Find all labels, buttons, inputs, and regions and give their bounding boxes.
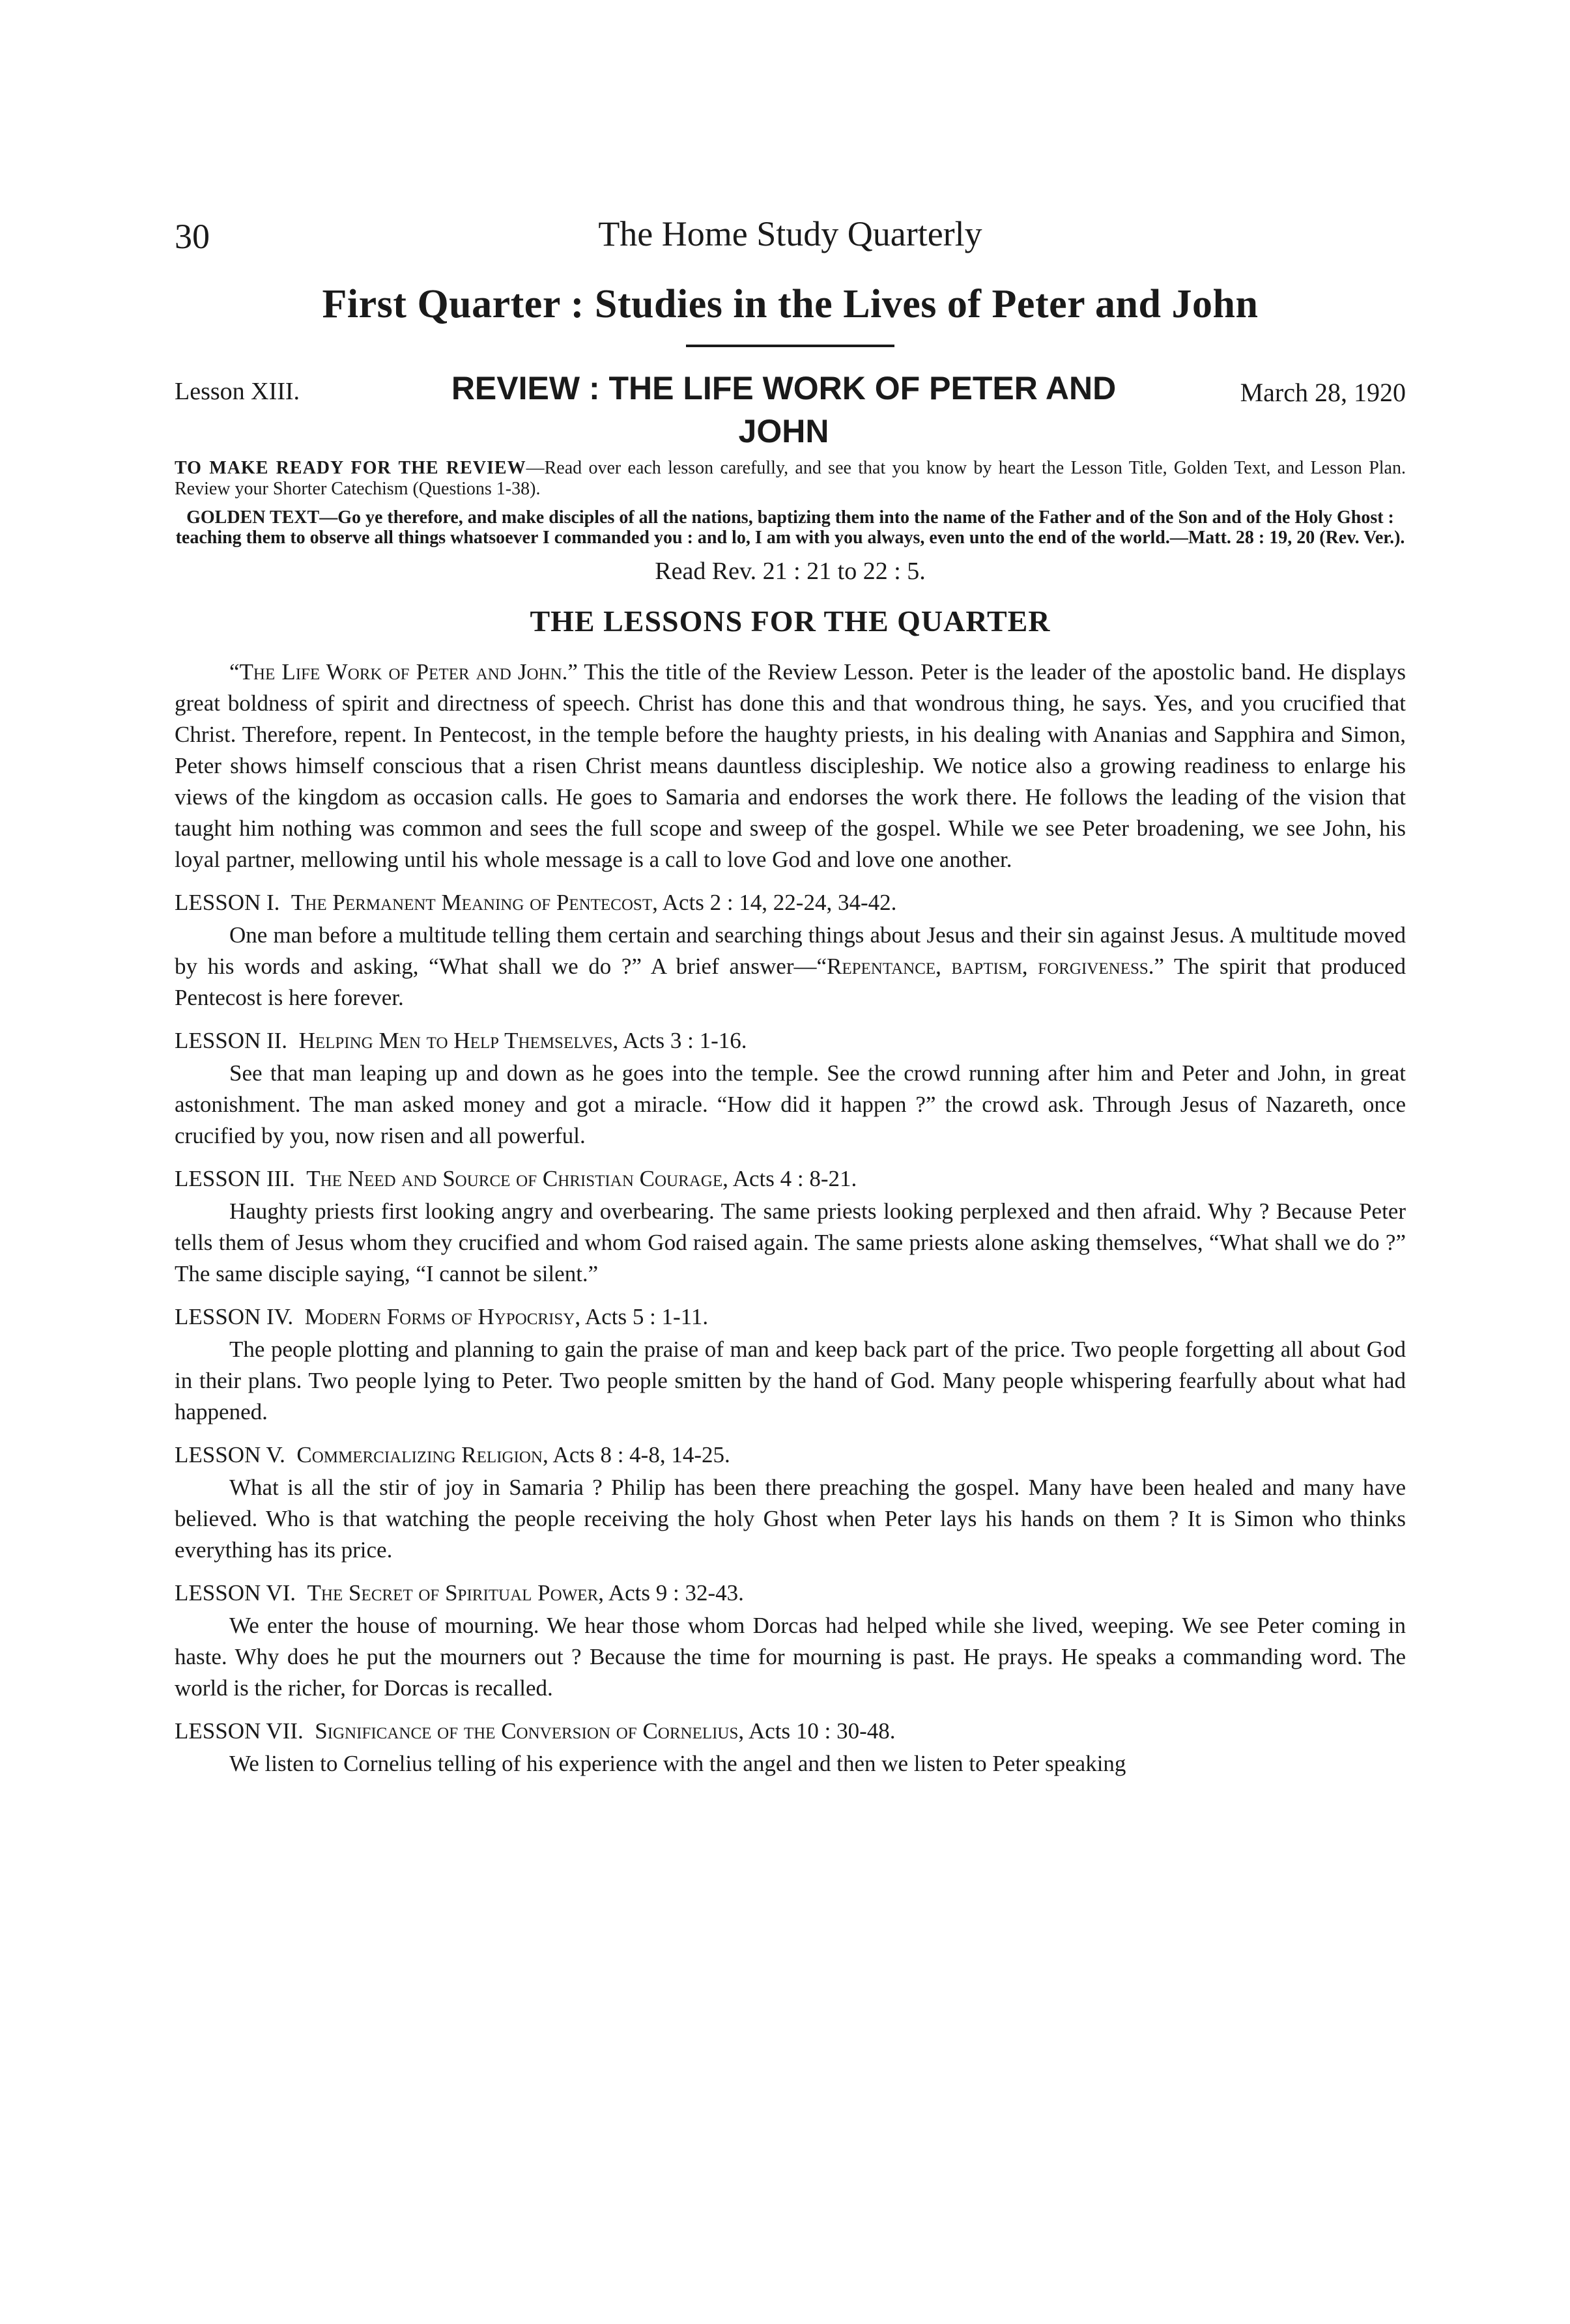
make-ready-label: TO MAKE READY FOR THE REVIEW bbox=[175, 458, 526, 478]
lesson-1-ref: Acts 2 : 14, 22-24, 34-42. bbox=[657, 890, 897, 915]
lesson-6-text: We enter the house of mourning. We hear those whom Dorcas had helped while she lived, weeping. We see Peter coming in haste. Why does he put the mourners out ? Because the time for mourning is past. He prays. He speaks a commanding word. The world is the richer, for Dorcas is recalled. bbox=[175, 1613, 1406, 1701]
lesson-7-text: We listen to Cornelius telling of his experience with the angel and then we listen to Peter speaking bbox=[229, 1751, 1126, 1776]
lesson-4-title: Modern Forms of Hypocrisy, bbox=[304, 1304, 581, 1329]
lesson-2-label: LESSON II. bbox=[175, 1028, 288, 1053]
title-rule bbox=[686, 345, 894, 347]
intro-title: “The Life Work of Peter and John.” bbox=[229, 659, 578, 685]
lesson-2-title: Helping Men to Help Themselves, bbox=[298, 1028, 619, 1053]
intro-paragraph bbox=[175, 657, 1406, 875]
lesson-2-ref: Acts 3 : 1-16. bbox=[618, 1028, 747, 1053]
lesson-4-label: LESSON IV. bbox=[175, 1304, 294, 1329]
lesson-5-label: LESSON V. bbox=[175, 1442, 285, 1467]
make-ready-text: —Read over each lesson carefully, and see that you know by heart the Lesson Title, Golden Text, and Lesson Plan. Review your Shorter Catechism (Questions 1-38). bbox=[175, 458, 1406, 499]
lesson-5-text: What is all the stir of joy in Samaria ? Philip has been there preaching the gospel. Many have been healed and many have believed. Who is that watching the people receiving the holy Ghost when Peter lays his hands on them ? It is Simon who thinks everything has its price. bbox=[175, 1475, 1406, 1563]
lesson-4-text: The people plotting and planning to gain the praise of man and keep back part of the price. Two people forgetting all about God in their plans. Two people lying to Peter. Two people smitten by the hand of God. Many people whispering fearfully about what had happened. bbox=[175, 1337, 1406, 1424]
running-title: The Home Study Quarterly bbox=[598, 214, 982, 253]
lesson-5-ref: Acts 8 : 4-8, 14-25. bbox=[548, 1442, 730, 1467]
lesson-1-label: LESSON I. bbox=[175, 890, 280, 915]
golden-text-body: —Go ye therefore, and make disciples of all the nations, baptizing them into the name of the Father and of the Son and of the Holy Ghost : teaching them to observe all things whatsoever I commanded you : and lo, I am with you always, even unto the end of the world.—Matt. 28 : 19, 20 (Rev. Ver.). bbox=[175, 507, 1405, 548]
lesson-7-title: Significance of the Conversion of Cornelius, bbox=[315, 1718, 745, 1744]
document-page bbox=[175, 207, 1406, 1779]
running-head bbox=[175, 207, 1406, 266]
intro-text: This the title of the Review Lesson. Peter is the leader of the apostolic band. He displays great boldness of spirit and directness of speech. Christ has done this and that wondrous thing, he says. Yes, and you crucified that Christ. Therefore, repent. In Pentecost, in the temple before the haughty priests, in his dealing with Ananias and Sapphira and Simon, Peter shows himself conscious that a risen Christ means dauntless discipleship. We notice also a growing readiness to enlarge his views of the kingdom as occasion calls. He goes to Samaria and endorses the work there. He follows the leading of the vision that taught him nothing was common and sees the full scope and sweep of the gospel. While we see Peter broadening, we see John, his loyal partner, mellowing until his whole message is a call to love God and love one another. bbox=[175, 659, 1406, 872]
lesson-6-label: LESSON VI. bbox=[175, 1580, 296, 1606]
page-number: 30 bbox=[175, 217, 210, 256]
lesson-4-heading bbox=[175, 1301, 1406, 1333]
lesson-4-ref: Acts 5 : 1-11. bbox=[580, 1304, 709, 1329]
lesson-title: REVIEW : THE LIFE WORK OF PETER AND JOHN bbox=[451, 370, 1117, 449]
lesson-1-text bbox=[175, 920, 1406, 1013]
quarter-title: First Quarter : Studies in the Lives of Peter and John bbox=[322, 282, 1259, 326]
lesson-1-text-a: One man before a multitude telling them certain and searching things about Jesus and their sin against Jesus. A multitude moved by his words and asking, “What shall we do ?” A brief answer— bbox=[175, 922, 1406, 979]
lesson-5-heading bbox=[175, 1439, 1406, 1471]
lesson-7-ref: Acts 10 : 30-48. bbox=[744, 1718, 896, 1744]
reading-reference: Read Rev. 21 : 21 to 22 : 5. bbox=[655, 558, 926, 585]
lesson-6-title: The Secret of Spiritual Power, bbox=[307, 1580, 604, 1606]
lesson-6-ref: Acts 9 : 32-43. bbox=[604, 1580, 744, 1606]
make-ready-note bbox=[175, 458, 1406, 500]
lesson-3-text: Haughty priests first looking angry and overbearing. The same priests looking perplexed and then afraid. Why ? Because Peter tells them of Jesus whom they crucified and whom God raised again. The same priests alone asking themselves, “What shall we do ?” The same disciple saying, “I cannot be silent.” bbox=[175, 1198, 1406, 1286]
golden-text-label: GOLDEN TEXT bbox=[186, 507, 320, 528]
lesson-5-title: Commercializing Religion, bbox=[296, 1442, 549, 1467]
lesson-3-heading bbox=[175, 1163, 1406, 1195]
lesson-heading bbox=[175, 367, 1406, 458]
lesson-date: March 28, 1920 bbox=[1240, 378, 1406, 407]
golden-text bbox=[175, 507, 1406, 548]
lesson-7-heading bbox=[175, 1716, 1406, 1747]
lesson-1-title: The Permanent Meaning of Pentecost, bbox=[291, 890, 658, 915]
lesson-1-text-b: The spirit that produced Pentecost is here forever. bbox=[175, 954, 1406, 1010]
lesson-3-title: The Need and Source of Christian Courage, bbox=[306, 1166, 728, 1191]
lesson-2-heading bbox=[175, 1025, 1406, 1056]
lesson-number: Lesson XIII. bbox=[175, 378, 300, 405]
lesson-2-text: See that man leaping up and down as he goes into the temple. See the crowd running after him and Peter and John, in great astonishment. The man asked money and got a miracle. “How did it happen ?” the crowd ask. Through Jesus of Nazareth, once crucified by you, now risen and all powerful. bbox=[175, 1060, 1406, 1148]
lesson-7-label: LESSON VII. bbox=[175, 1718, 304, 1744]
lesson-3-ref: Acts 4 : 8-21. bbox=[728, 1166, 857, 1191]
lesson-3-label: LESSON III. bbox=[175, 1166, 295, 1191]
lesson-6-heading bbox=[175, 1578, 1406, 1609]
lesson-1-text-sc: “Repentance, baptism, forgiveness.” bbox=[816, 954, 1165, 979]
section-title: THE LESSONS FOR THE QUARTER bbox=[530, 604, 1051, 638]
lesson-1-heading bbox=[175, 887, 1406, 918]
